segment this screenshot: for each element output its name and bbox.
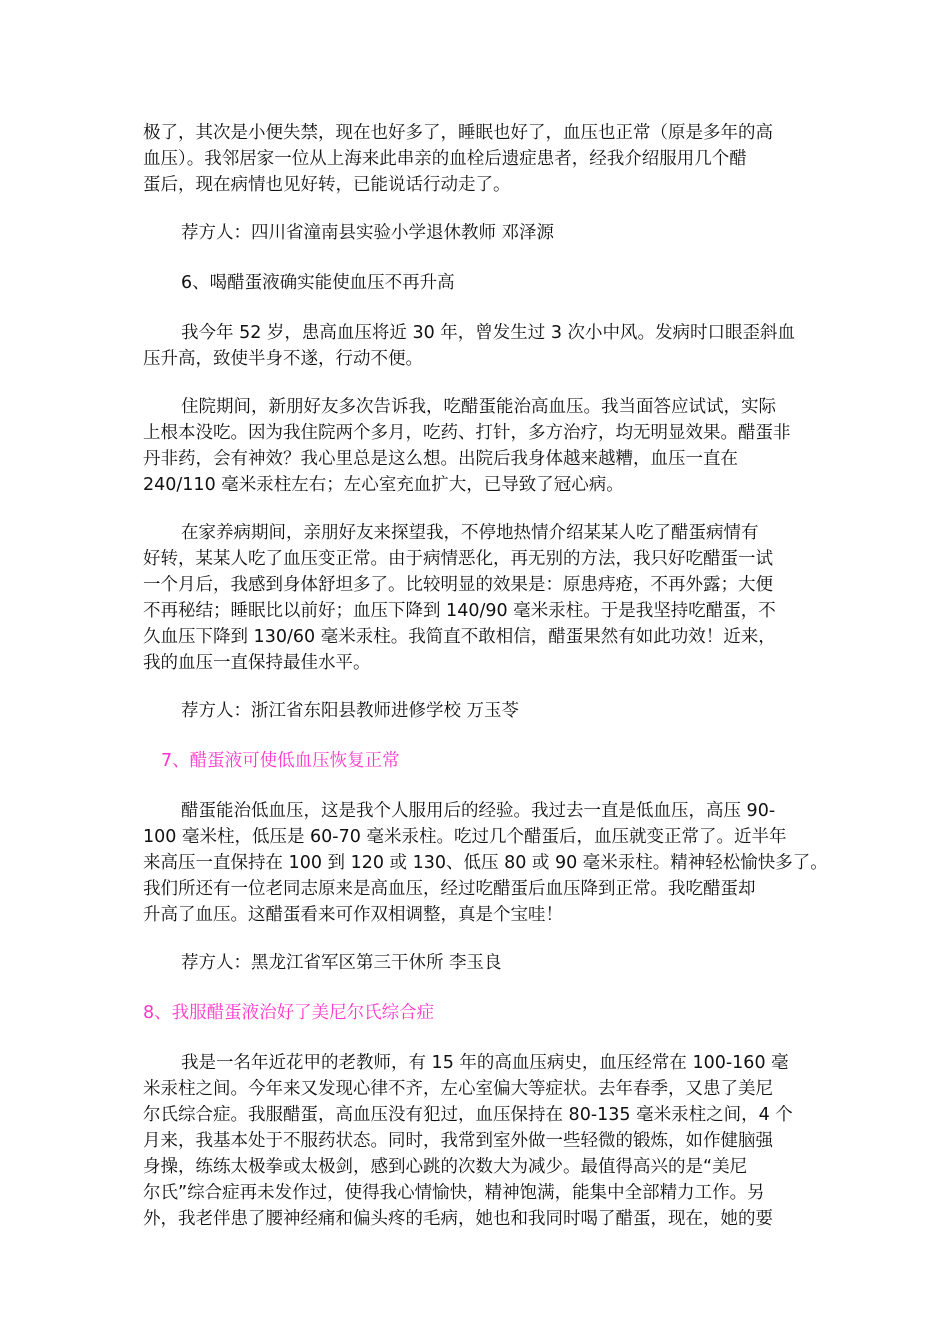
text-line: 升高了血压。这醋蛋看来可作双相调整，真是个宝哇！: [143, 905, 563, 925]
recommender-credit: 荐方人：黑龙江省军区第三干休所 李玉良: [181, 953, 502, 973]
text-line: 醋蛋能治低血压，这是我个人服用后的经验。我过去一直是低血压，高压 90-: [181, 801, 776, 821]
paragraph: [143, 394, 809, 498]
text-line: 我们所还有一位老同志原来是高血压，经过吃醋蛋后血压降到正常。我吃醋蛋却: [143, 879, 756, 899]
text-line: 在家养病期间，亲朋好友来探望我，不停地热情介绍某某人吃了醋蛋病情有: [181, 523, 759, 543]
text-line: 久血压下降到 130/60 毫米汞柱。我简直不敢相信，醋蛋果然有如此功效！近来，: [143, 627, 776, 647]
text-line: 丹非药，会有神效？我心里总是这么想。出院后我身体越来越糟，血压一直在: [143, 449, 738, 469]
text-line: 一个月后，我感到身体舒坦多了。比较明显的效果是：原患痔疮，不再外露；大便: [143, 575, 773, 595]
text-line: 尔氏综合症。我服醋蛋，高血压没有犯过，血压保持在 80-135 毫米汞柱之间，4 个: [143, 1105, 793, 1125]
paragraph: [143, 320, 809, 372]
recommender-credit: 荐方人：浙江省东阳县教师进修学校 万玉苓: [181, 701, 520, 721]
paragraph: [143, 520, 809, 676]
text-line: 极了，其次是小便失禁，现在也好多了，睡眠也好了，血压也正常（原是多年的高: [143, 123, 773, 143]
text-line: 上根本没吃。因为我住院两个多月，吃药、打针，多方治疗，均无明显效果。醋蛋非: [143, 423, 791, 443]
text-line: 尔氏”综合症再未发作过，使得我心情愉快，精神饱满，能集中全部精力工作。另: [143, 1183, 765, 1203]
text-line: 蛋后，现在病情也见好转，已能说话行动走了。: [143, 175, 511, 195]
text-line: 我今年 52 岁，患高血压将近 30 年，曾发生过 3 次小中风。发病时口眼歪斜血: [181, 323, 796, 343]
section-heading: 6、喝醋蛋液确实能使血压不再升高: [181, 273, 455, 293]
document-body: [143, 120, 828, 1254]
text-line: 240/110 毫米汞柱左右；左心室充血扩大，已导致了冠心病。: [143, 475, 624, 495]
text-line: 来高压一直保持在 100 到 120 或 130、低压 80 或 90 毫米汞柱。精神轻松愉快多了。: [143, 853, 828, 873]
text-line: 100 毫米柱，低压是 60-70 毫米汞柱。吃过几个醋蛋后，血压就变正常了。近半年: [143, 827, 787, 847]
section-heading: 8、我服醋蛋液治好了美尼尔氏综合症: [143, 1003, 435, 1023]
recommender-credit: 荐方人：四川省潼南县实验小学退休教师 邓泽源: [181, 223, 555, 243]
text-line: 好转，某某人吃了血压变正常。由于病情恶化，再无别的方法，我只好吃醋蛋一试: [143, 549, 773, 569]
text-line: 住院期间，新朋好友多次告诉我，吃醋蛋能治高血压。我当面答应试试，实际: [181, 397, 776, 417]
section-heading: 7、醋蛋液可使低血压恢复正常: [161, 751, 400, 771]
paragraph: [143, 1050, 809, 1232]
text-line: 我的血压一直保持最佳水平。: [143, 653, 371, 673]
text-line: 血压）。我邻居家一位从上海来此串亲的血栓后遗症患者，经我介绍服用几个醋: [143, 149, 747, 169]
text-line: 不再秘结；睡眠比以前好；血压下降到 140/90 毫米汞柱。于是我坚持吃醋蛋，不: [143, 601, 776, 621]
paragraph: [143, 798, 828, 928]
text-line: 外，我老伴患了腰神经痛和偏头疼的毛病，她也和我同时喝了醋蛋，现在，她的要: [143, 1209, 773, 1229]
text-line: 月来，我基本处于不服药状态。同时，我常到室外做一些轻微的锻炼，如作健脑强: [143, 1131, 773, 1151]
text-line: 身操，练练太极拳或太极剑，感到心跳的次数大为减少。最值得高兴的是“美尼: [143, 1157, 748, 1177]
text-line: 我是一名年近花甲的老教师，有 15 年的高血压病史，血压经常在 100-160 毫: [181, 1053, 789, 1073]
text-line: 米汞柱之间。今年来又发现心律不齐，左心室偏大等症状。去年春季，又患了美尼: [143, 1079, 773, 1099]
text-line: 压升高，致使半身不遂，行动不便。: [143, 349, 423, 369]
paragraph: [143, 120, 809, 198]
